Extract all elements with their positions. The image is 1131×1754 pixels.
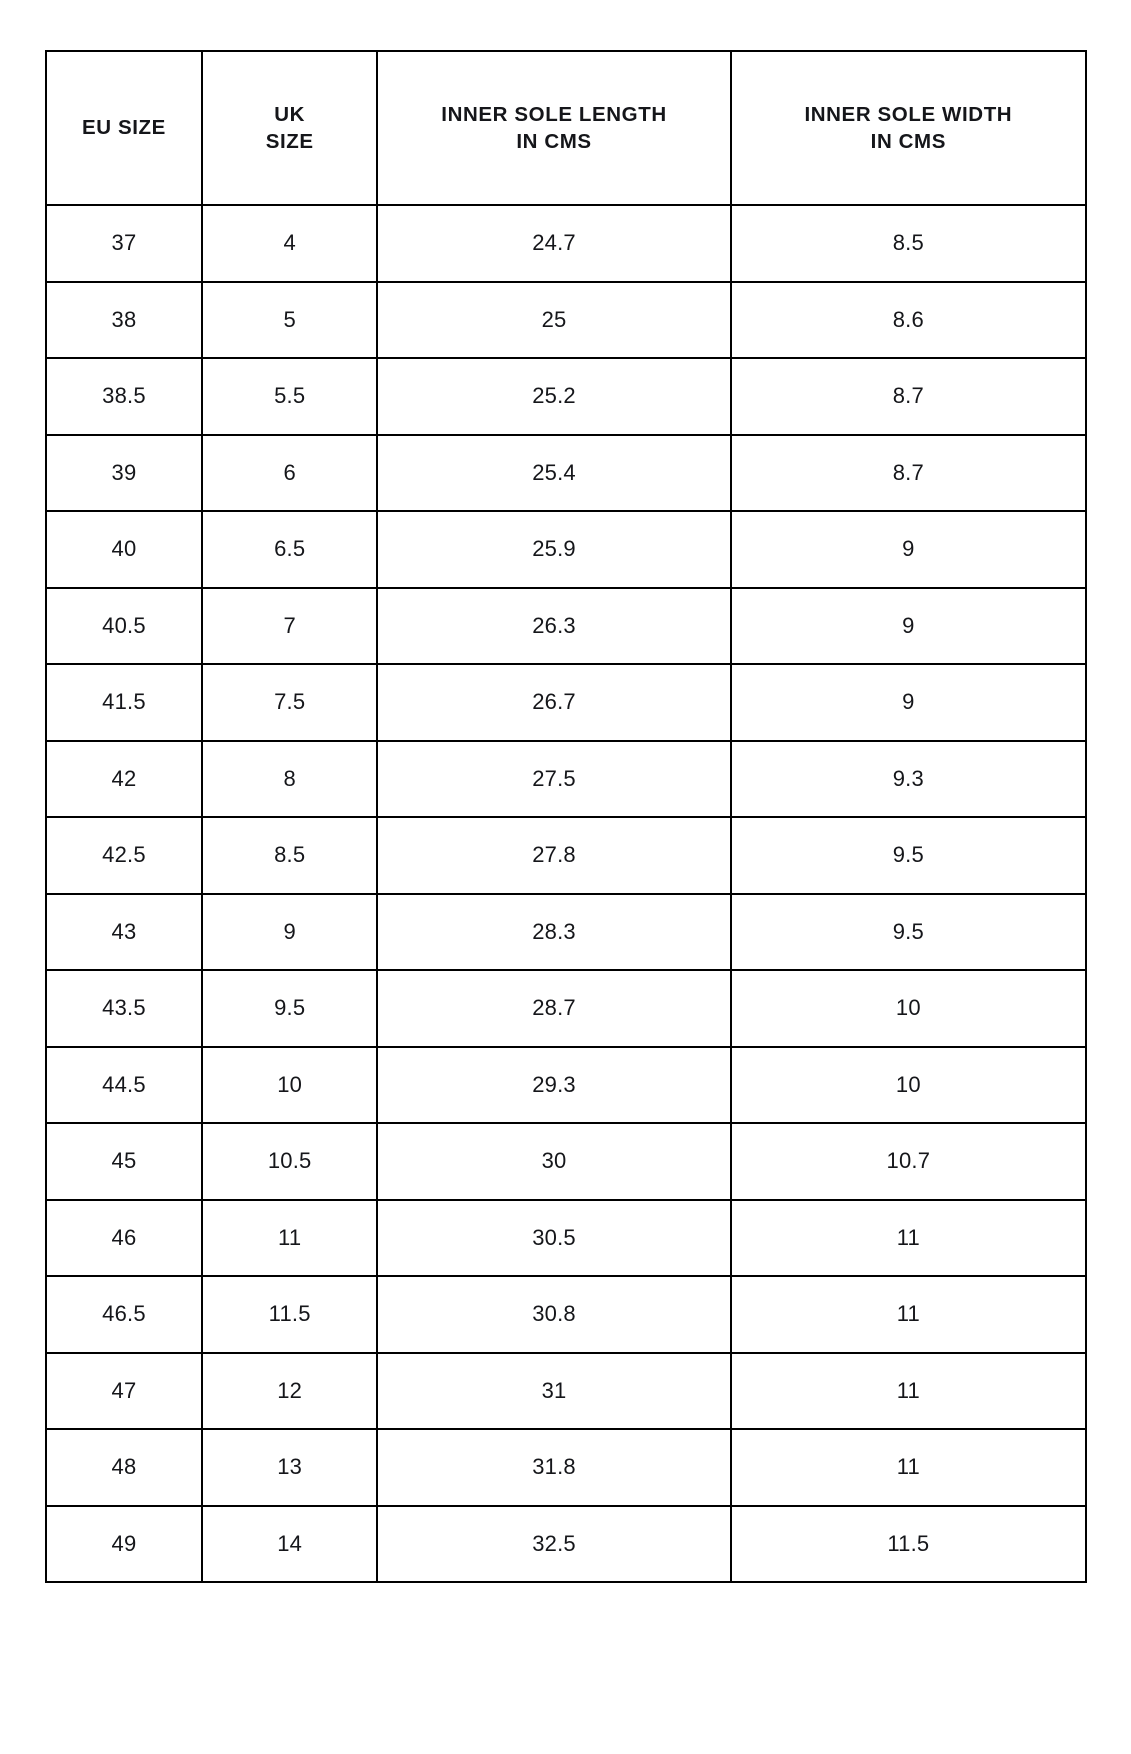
cell-inner-sole-width: 8.7: [731, 358, 1085, 435]
cell-inner-sole-length: 29.3: [377, 1047, 731, 1124]
cell-eu-size: 47: [46, 1353, 203, 1430]
cell-inner-sole-length: 26.3: [377, 588, 731, 665]
cell-inner-sole-width: 9: [731, 588, 1085, 665]
cell-uk-size: 14: [202, 1506, 376, 1583]
cell-uk-size: 8.5: [202, 817, 376, 894]
table-row: [46, 358, 1086, 435]
cell-inner-sole-length: 31: [377, 1353, 731, 1430]
table-row: [46, 664, 1086, 741]
table-row: [46, 1123, 1086, 1200]
cell-uk-size: 9.5: [202, 970, 376, 1047]
cell-inner-sole-length: 26.7: [377, 664, 731, 741]
table-row: [46, 970, 1086, 1047]
cell-inner-sole-width: 11.5: [731, 1506, 1085, 1583]
cell-inner-sole-width: 10.7: [731, 1123, 1085, 1200]
cell-inner-sole-width: 8.5: [731, 205, 1085, 282]
cell-eu-size: 48: [46, 1429, 203, 1506]
size-chart-table: [45, 50, 1087, 1583]
table-row: [46, 1047, 1086, 1124]
cell-uk-size: 7.5: [202, 664, 376, 741]
cell-eu-size: 41.5: [46, 664, 203, 741]
column-header-eu-size-line1: EU SIZE: [82, 116, 166, 140]
cell-eu-size: 37: [46, 205, 203, 282]
cell-inner-sole-length: 25.4: [377, 435, 731, 512]
column-header-inner-sole-length-line1: INNER SOLE LENGTH: [441, 102, 667, 126]
cell-inner-sole-width: 9.5: [731, 817, 1085, 894]
table-header-row: [46, 51, 1086, 205]
cell-inner-sole-width: 9.3: [731, 741, 1085, 818]
cell-uk-size: 6: [202, 435, 376, 512]
cell-inner-sole-width: 10: [731, 970, 1085, 1047]
cell-inner-sole-width: 9: [731, 664, 1085, 741]
cell-inner-sole-length: 25.2: [377, 358, 731, 435]
cell-uk-size: 9: [202, 894, 376, 971]
cell-inner-sole-width: 8.7: [731, 435, 1085, 512]
cell-inner-sole-length: 31.8: [377, 1429, 731, 1506]
cell-eu-size: 38.5: [46, 358, 203, 435]
table-row: [46, 1429, 1086, 1506]
cell-inner-sole-length: 24.7: [377, 205, 731, 282]
cell-inner-sole-length: 32.5: [377, 1506, 731, 1583]
cell-inner-sole-width: 9.5: [731, 894, 1085, 971]
table-row: [46, 1276, 1086, 1353]
cell-uk-size: 11: [202, 1200, 376, 1277]
column-header-inner-sole-width: [731, 51, 1085, 205]
cell-eu-size: 40: [46, 511, 203, 588]
cell-eu-size: 38: [46, 282, 203, 359]
table-row: [46, 1200, 1086, 1277]
cell-eu-size: 39: [46, 435, 203, 512]
cell-inner-sole-width: 11: [731, 1200, 1085, 1277]
cell-eu-size: 46: [46, 1200, 203, 1277]
cell-eu-size: 46.5: [46, 1276, 203, 1353]
table-row: [46, 1353, 1086, 1430]
column-header-uk-size-line2: SIZE: [265, 130, 314, 153]
table-row: [46, 205, 1086, 282]
cell-eu-size: 49: [46, 1506, 203, 1583]
cell-inner-sole-width: 8.6: [731, 282, 1085, 359]
cell-uk-size: 13: [202, 1429, 376, 1506]
table-row: [46, 894, 1086, 971]
cell-inner-sole-length: 25.9: [377, 511, 731, 588]
column-header-inner-sole-length-line2: IN CMS: [516, 130, 592, 153]
cell-inner-sole-length: 27.5: [377, 741, 731, 818]
cell-eu-size: 43.5: [46, 970, 203, 1047]
cell-inner-sole-width: 11: [731, 1429, 1085, 1506]
column-header-inner-sole-width-line1: INNER SOLE WIDTH: [804, 102, 1013, 126]
cell-uk-size: 6.5: [202, 511, 376, 588]
cell-eu-size: 40.5: [46, 588, 203, 665]
cell-uk-size: 12: [202, 1353, 376, 1430]
table-row: [46, 741, 1086, 818]
cell-uk-size: 8: [202, 741, 376, 818]
cell-inner-sole-length: 27.8: [377, 817, 731, 894]
table-row: [46, 817, 1086, 894]
cell-uk-size: 4: [202, 205, 376, 282]
cell-inner-sole-width: 9: [731, 511, 1085, 588]
table-row: [46, 282, 1086, 359]
table-header: [46, 51, 1086, 205]
column-header-eu-size: [46, 51, 203, 205]
column-header-inner-sole-length: [377, 51, 731, 205]
cell-eu-size: 43: [46, 894, 203, 971]
cell-inner-sole-length: 30.5: [377, 1200, 731, 1277]
cell-uk-size: 11.5: [202, 1276, 376, 1353]
cell-eu-size: 42.5: [46, 817, 203, 894]
cell-uk-size: 7: [202, 588, 376, 665]
table-row: [46, 1506, 1086, 1583]
cell-inner-sole-width: 11: [731, 1353, 1085, 1430]
cell-eu-size: 42: [46, 741, 203, 818]
table-body: [46, 205, 1086, 1582]
column-header-inner-sole-width-line2: IN CMS: [870, 130, 947, 153]
cell-eu-size: 44.5: [46, 1047, 203, 1124]
cell-inner-sole-length: 30: [377, 1123, 731, 1200]
cell-uk-size: 5.5: [202, 358, 376, 435]
cell-inner-sole-width: 10: [731, 1047, 1085, 1124]
cell-uk-size: 10: [202, 1047, 376, 1124]
table-row: [46, 435, 1086, 512]
cell-inner-sole-length: 28.3: [377, 894, 731, 971]
cell-eu-size: 45: [46, 1123, 203, 1200]
cell-inner-sole-length: 25: [377, 282, 731, 359]
column-header-uk-size: [202, 51, 376, 205]
column-header-uk-size-line1: UK: [274, 102, 306, 126]
table-row: [46, 511, 1086, 588]
table-row: [46, 588, 1086, 665]
cell-uk-size: 5: [202, 282, 376, 359]
cell-inner-sole-length: 30.8: [377, 1276, 731, 1353]
cell-inner-sole-length: 28.7: [377, 970, 731, 1047]
cell-uk-size: 10.5: [202, 1123, 376, 1200]
cell-inner-sole-width: 11: [731, 1276, 1085, 1353]
